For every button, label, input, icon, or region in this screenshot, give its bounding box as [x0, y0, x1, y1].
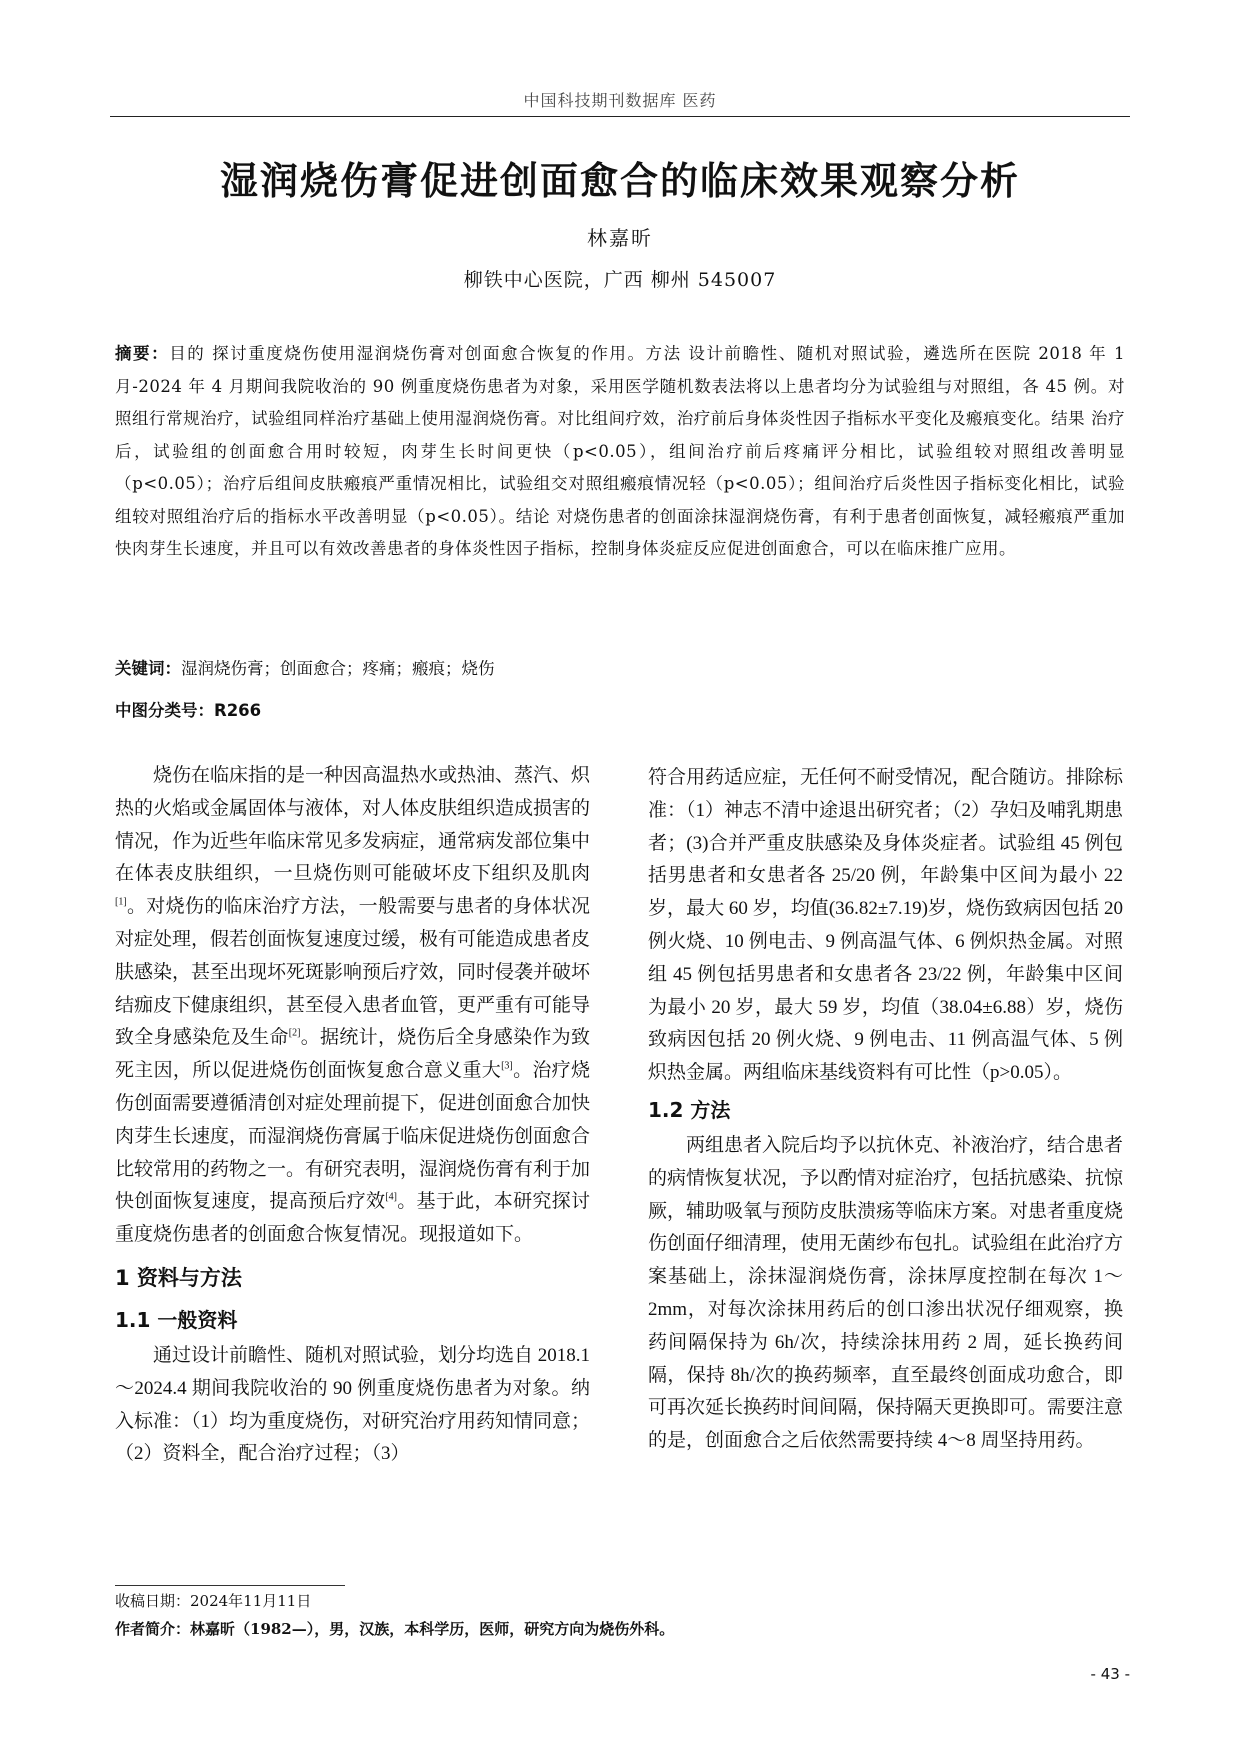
- intro-text-2: 。对烧伤的临床治疗方法，一般需要与患者的身体状况对症处理，假若创面恢复速度过缓，极有可能造成患者皮肤感染，甚至出现坏死斑影响预后疗效，同时侵袭并破坏结痂皮下健康组织，甚至侵入患者血管，更严重有可能导致全身感染危及生命: [115, 896, 591, 1049]
- footnote-rule: [115, 1585, 345, 1586]
- clc-label: 中图分类号：: [115, 701, 214, 720]
- journal-header: 中国科技期刊数据库 医药: [523, 91, 717, 110]
- right-column: [648, 762, 1123, 1458]
- criteria-paragraph: 符合用药适应症，无任何不耐受情况，配合随访。排除标准：（1）神志不清中途退出研究者；（2）孕妇及哺乳期患者；(3)合并严重皮肤感染及身体炎症者。试验组 45 例包括男患者和女患者各 25/20 例，年龄集中区间为最小 22 岁，最大 60 岁，均值(36.82±7.19)岁，烧伤致病因包括 20 例火烧、10 例电击、9 例高温气体、6 例炽热金属。对照组 45 例包括男患者和女患者各 23/22 例，年龄集中区间为最小 20 岁，最大 59 岁，均值（38.04±6.88）岁，烧伤致病因包括 20 例火烧、9 例电击、11 例高温气体、5 例炽热金属。两组临床基线资料有可比性（p>0.05）。: [648, 767, 1124, 1084]
- abstract-text: 目的 探讨重度烧伤使用湿润烧伤膏对创面愈合恢复的作用。方法 设计前瞻性、随机对照试验，遴选所在医院 2018 年 1 月-2024 年 4 月期间我院收治的 90 例重度烧伤患者为对象，采用医学随机数表法将以上患者均分为试验组与对照组，各 45 例。对照组行常规治疗，试验组同样治疗基础上使用湿润烧伤膏。对比组间疗效，治疗前后身体炎性因子指标水平变化及瘢痕变化。结果 治疗后，试验组的创面愈合用时较短，肉芽生长时间更快（p<0.05），组间治疗前后疼痛评分相比，试验组较对照组改善明显（p<0.05）；治疗后组间皮肤瘢痕严重情况相比，试验组交对照组瘢痕情况轻（p<0.05）；组间治疗后炎性因子指标变化相比，试验组较对照组治疗后的指标水平改善明显（p<0.05）。结论 对烧伤患者的创面涂抹湿润烧伤膏，有利于患者创面恢复，减轻瘢痕严重加快肉芽生长速度，并且可以有效改善患者的身体炎性因子指标，控制身体炎症反应促进创面愈合，可以在临床推广应用。: [115, 344, 1126, 558]
- received-date: 收稿日期：2024年11月11日: [115, 1592, 312, 1610]
- intro-text-4: 。治疗烧伤创面需要遵循清创对症处理前提下，促进创面愈合加快肉芽生长速度，而湿润烧伤膏属于临床促进烧伤创面愈合比较常用的药物之一。有研究表明，湿润烧伤膏有利于加快创面恢复速度，提高预后疗效: [115, 1060, 591, 1213]
- intro-paragraph: [115, 760, 590, 1252]
- left-column: [115, 760, 590, 1471]
- classification-number: [115, 697, 261, 721]
- keywords-text: 湿润烧伤膏；创面愈合；疼痛；瘢痕；烧伤: [181, 659, 495, 678]
- subsection-heading-general: 1.1 一般资料: [115, 1307, 238, 1332]
- citation-2: [2]: [288, 1028, 301, 1040]
- intro-text-5: 。基于此，本研究探讨重度烧伤患者的创面愈合恢复情况。现报道如下。: [115, 1191, 590, 1246]
- keywords-label: 关键词：: [115, 659, 181, 678]
- author-affiliation: 柳铁中心医院，广西 柳州 545007: [463, 269, 777, 291]
- keywords: [115, 655, 495, 679]
- method-paragraph: 两组患者入院后均予以抗休克、补液治疗，结合患者的病情恢复状况，予以酌情对症治疗，包括抗感染、抗惊厥，辅助吸氧与预防皮肤溃疡等临床方案。对患者重度烧伤创面仔细清理，使用无菌纱布包扎。试验组在此治疗方案基础上，涂抹湿润烧伤膏，涂抹厚度控制在每次 1～2mm，对每次涂抹用药后的创口渗出状况仔细观察，换药间隔保持为 6h/次，持续涂抹用药 2 周，延长换药间隔，保持 8h/次的换药频率，直至最终创面成功愈合，即可再次延长换药时间间隔，保持隔天更换即可。需要注意的是，创面愈合之后依然需要持续 4～8 周坚持用药。: [648, 1134, 1124, 1452]
- section-heading-methods: 1 资料与方法: [115, 1265, 242, 1290]
- general-data-paragraph: 通过设计前瞻性、随机对照试验，划分均选自 2018.1～2024.4 期间我院收治的 90 例重度烧伤患者为对象。纳入标准：（1）均为重度烧伤，对研究治疗用药知情同意；（2）资料全，配合治疗过程；（3）: [115, 1344, 591, 1465]
- intro-text-3: 。据统计，烧伤后全身感染作为致死主因，所以促进烧伤创面恢复愈合意义重大: [115, 1027, 590, 1082]
- citation-3: [3]: [501, 1060, 513, 1072]
- clc-value: R266: [214, 701, 262, 720]
- author-name: 林嘉昕: [587, 226, 653, 250]
- paper-title: 湿润烧伤膏促进创面愈合的临床效果观察分析: [219, 159, 1020, 203]
- citation-1: [1]: [115, 896, 127, 908]
- intro-text-1: 烧伤在临床指的是一种因高温热水或热油、蒸汽、炽热的火焰或金属固体与液体，对人体皮肤组织造成损害的情况，作为近些年临床常见多发病症，通常病发部位集中在体表皮肤组织，一旦烧伤则可能破坏皮下组织及肌肉: [115, 765, 591, 885]
- abstract: [115, 338, 1125, 566]
- citation-4: [4]: [385, 1192, 397, 1204]
- header-rule: [110, 116, 1130, 117]
- author-bio: 作者简介：林嘉昕（1982—），男，汉族，本科学历，医师，研究方向为烧伤外科。: [115, 1620, 675, 1638]
- page-number: - 43 -: [1090, 1665, 1130, 1683]
- abstract-label: 摘要：: [115, 344, 170, 363]
- subsection-heading-method: 1.2 方法: [648, 1097, 731, 1122]
